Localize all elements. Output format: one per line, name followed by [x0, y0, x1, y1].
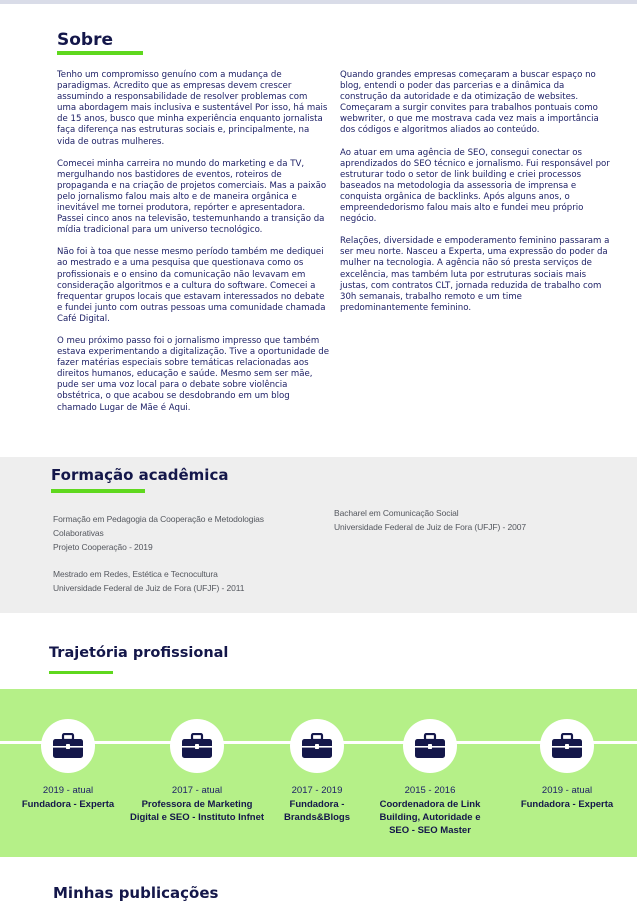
timeline-role: Digital e SEO - Instituto Infnet: [129, 812, 265, 823]
timeline: [0, 689, 637, 857]
formacao-underline: [51, 489, 145, 493]
timeline-entry: [507, 784, 627, 811]
timeline-role: Fundadora -: [289, 799, 345, 810]
timeline-date: 2019 - atual: [541, 785, 593, 796]
sobre-paragraph: Comecei minha carreira no mundo do marketing e da TV, mergulhando nos bastidores de eventos, roteiros de propaganda e na criação de projetos comerciais. Mas a paixão pelo jornalismo falou mais alto e de maneira orgânica e inevitável me tornei produtora, repórter e apresentadora. Passei cinco anos na televisão, testemunhando a transição da mídia tradicional para um universo tecnológico.: [57, 158, 327, 236]
timeline-role: Fundadora - Experta: [520, 799, 614, 810]
timeline-date: 2017 - atual: [171, 785, 223, 796]
timeline-entry: [370, 784, 490, 837]
timeline-node: [290, 719, 344, 773]
education-line: Formação em Pedagogia da Cooperação e Metodologias: [53, 514, 264, 524]
timeline-role: Coordenadora de Link: [379, 799, 481, 810]
timeline-date: 2015 - 2016: [404, 785, 456, 796]
trajetoria-underline: [49, 671, 113, 674]
sobre-underline: [57, 51, 143, 55]
timeline-date: 2019 - atual: [42, 785, 94, 796]
formacao-section: [0, 457, 637, 613]
education-item: [53, 512, 264, 554]
sobre-left-column: [57, 70, 329, 425]
timeline-node: [403, 719, 457, 773]
education-line: Universidade Federal de Juiz de Fora (UFJF) - 2007: [334, 522, 526, 532]
education-line: Bacharel em Comunicação Social: [334, 508, 459, 518]
sobre-heading: Sobre: [57, 30, 114, 50]
sobre-paragraph: Tenho um compromisso genuíno com a mudança de paradigmas. Acredito que as empresas devem crescer assumindo a responsabilidade de resolver problemas com uma abordagem mais inclusiva e sustentável Por isso, há mais de 15 anos, busco que minha experiência enquanto jornalista faça diferença nas estruturas sociais e, principalmente, na vida de outras mulheres.: [57, 70, 328, 147]
timeline-entry: [257, 784, 377, 824]
timeline-node: [41, 719, 95, 773]
timeline-role: Fundadora - Experta: [21, 799, 115, 810]
timeline-role: SEO - SEO Master: [389, 825, 471, 836]
education-line: Colaborativas: [53, 528, 104, 538]
publicacoes-heading: Minhas publicações: [53, 884, 219, 902]
briefcase-icon: [181, 733, 213, 759]
education-line: Projeto Cooperação - 2019: [53, 542, 153, 552]
education-item: [53, 567, 244, 595]
sobre-paragraph: Não foi à toa que nesse mesmo período também me dediquei ao mestrado e a uma pesquisa que questionava como os profissionais e o ensino da comunicação não levavam em consideração algoritmos e a cultura do software. Comecei a frequentar grupos locais que estavam interessados no debate e fundei junto com outras pessoas uma comunidade chamada Café Digital.: [57, 247, 326, 324]
briefcase-icon: [52, 733, 84, 759]
timeline-date: 2017 - 2019: [291, 785, 343, 796]
sobre-paragraph: Ao atuar em uma agência de SEO, consegui conectar os aprendizados do SEO técnico e jornalismo. Fui responsável por estruturar todo o setor de link building e criei processos baseados na metodologia da assessoria de imprensa e conquista orgânica de backlinks. Após alguns anos, o empreendedorismo falou mais alto e fundei meu próprio negócio.: [340, 147, 610, 225]
trajetoria-heading: Trajetória profissional: [49, 645, 229, 661]
sobre-paragraph: O meu próximo passo foi o jornalismo impresso que também estava experimentando a digitalização. Tive a oportunidade de fazer matérias especiais sobre temáticas relacionadas aos direitos humanos, educação e saúde. Mesmo sem ser mãe, pude ser uma voz local para o debate sobre violência obstétrica, o que acabou se desdobrando em um blog chamado Lugar de Mãe é Aqui.: [57, 335, 329, 413]
briefcase-icon: [551, 733, 583, 759]
sobre-paragraph: Quando grandes empresas começaram a buscar espaço no blog, entendi o poder das parcerias e a dinâmica da construção da autoridade e da otimização de websites. Começaram a surgir convites para trabalhos pontuais como webwriter, o que me mostrava cada vez mais a importância dos códigos e algoritmos aliados ao conteúdo.: [340, 70, 599, 136]
timeline-node: [540, 719, 594, 773]
timeline-node: [170, 719, 224, 773]
briefcase-icon: [414, 733, 446, 759]
sobre-paragraph: Relações, diversidade e empoderamento feminino passaram a ser meu norte. Nasceu a Experta, uma expressão do poder da mulher na tecnologia. A agência não só presta serviços de excelência, mas também luta por estruturas sociais mais justas, com contratos CLT, jornada reduzida de trabalho com 30h semanais, trabalho remoto e um time predominantemente feminino.: [340, 236, 610, 313]
briefcase-icon: [301, 733, 333, 759]
timeline-entry: [8, 784, 128, 811]
timeline-role: Professora de Marketing: [141, 799, 253, 810]
timeline-role: Building, Autoridade e: [379, 812, 481, 823]
education-line: Mestrado em Redes, Estética e Tecnocultura: [53, 569, 218, 579]
education-line: Universidade Federal de Juiz de Fora (UFJF) - 2011: [53, 583, 245, 593]
formacao-heading: Formação acadêmica: [51, 466, 229, 484]
top-border: [0, 0, 637, 4]
timeline-entry: [127, 784, 267, 824]
education-item: [334, 506, 526, 534]
timeline-role: Brands&Blogs: [284, 812, 350, 823]
sobre-right-column: [340, 70, 612, 325]
